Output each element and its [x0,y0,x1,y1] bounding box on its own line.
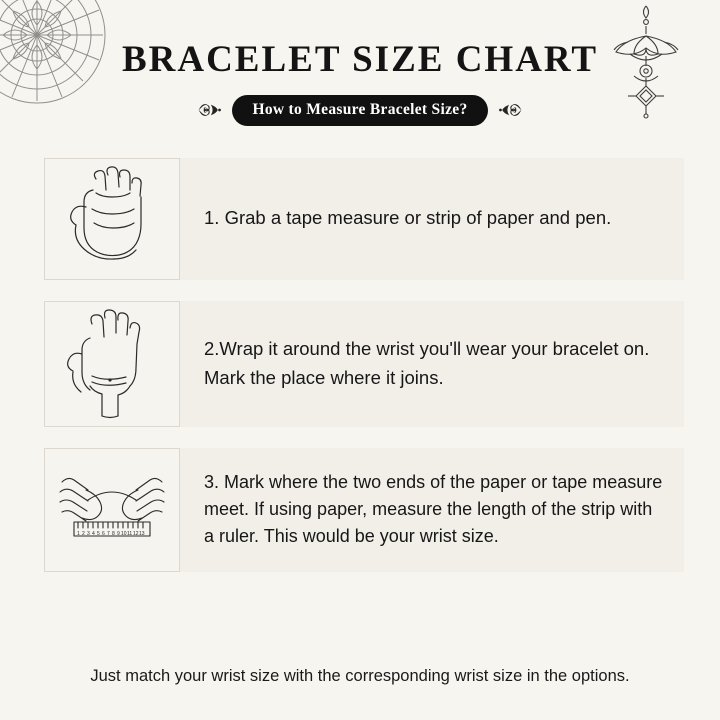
svg-text:1: 1 [77,530,80,537]
svg-text:3: 3 [87,530,90,537]
svg-text:10: 10 [121,530,127,537]
scroll-flourish-icon [497,99,523,121]
list-item [44,158,684,280]
svg-text:11: 11 [127,530,133,537]
svg-text:2: 2 [82,530,85,537]
svg-text:4: 4 [92,530,95,537]
subtitle-row [0,95,720,126]
svg-text:13: 13 [139,530,145,537]
svg-text:9: 9 [117,530,120,537]
steps-list [0,158,720,572]
closed-fist-hand-illustration [52,163,172,275]
step-text-2: 2.Wrap it around the wrist you'll wear your bracelet on. Mark the place where it joins. [204,338,650,388]
step-text-3: 3. Mark where the two ends of the paper or tape measure meet. If using paper, measure the length of the strip with a ruler. This would be your wrist size. [204,471,663,547]
svg-text:7: 7 [107,530,110,537]
step-image-3 [44,448,180,572]
list-item [44,448,684,572]
list-item [44,301,684,427]
subtitle-badge: How to Measure Bracelet Size? [232,95,487,126]
page-title: BRACELET SIZE CHART [121,39,599,80]
header [0,0,720,126]
step-text-1: 1. Grab a tape measure or strip of paper and pen. [204,207,612,229]
svg-text:5: 5 [97,530,100,537]
svg-text:8: 8 [112,530,115,537]
step-image-1 [44,158,180,280]
hand-with-tape-measure-illustration [52,306,172,422]
svg-text:6: 6 [102,530,105,537]
svg-text:12: 12 [133,530,139,537]
scroll-flourish-icon [197,99,223,121]
footer-note: Just match your wrist size with the corresponding wrist size in the options. [90,667,630,685]
hands-measuring-with-ruler-illustration [48,456,176,564]
step-image-2 [44,301,180,427]
